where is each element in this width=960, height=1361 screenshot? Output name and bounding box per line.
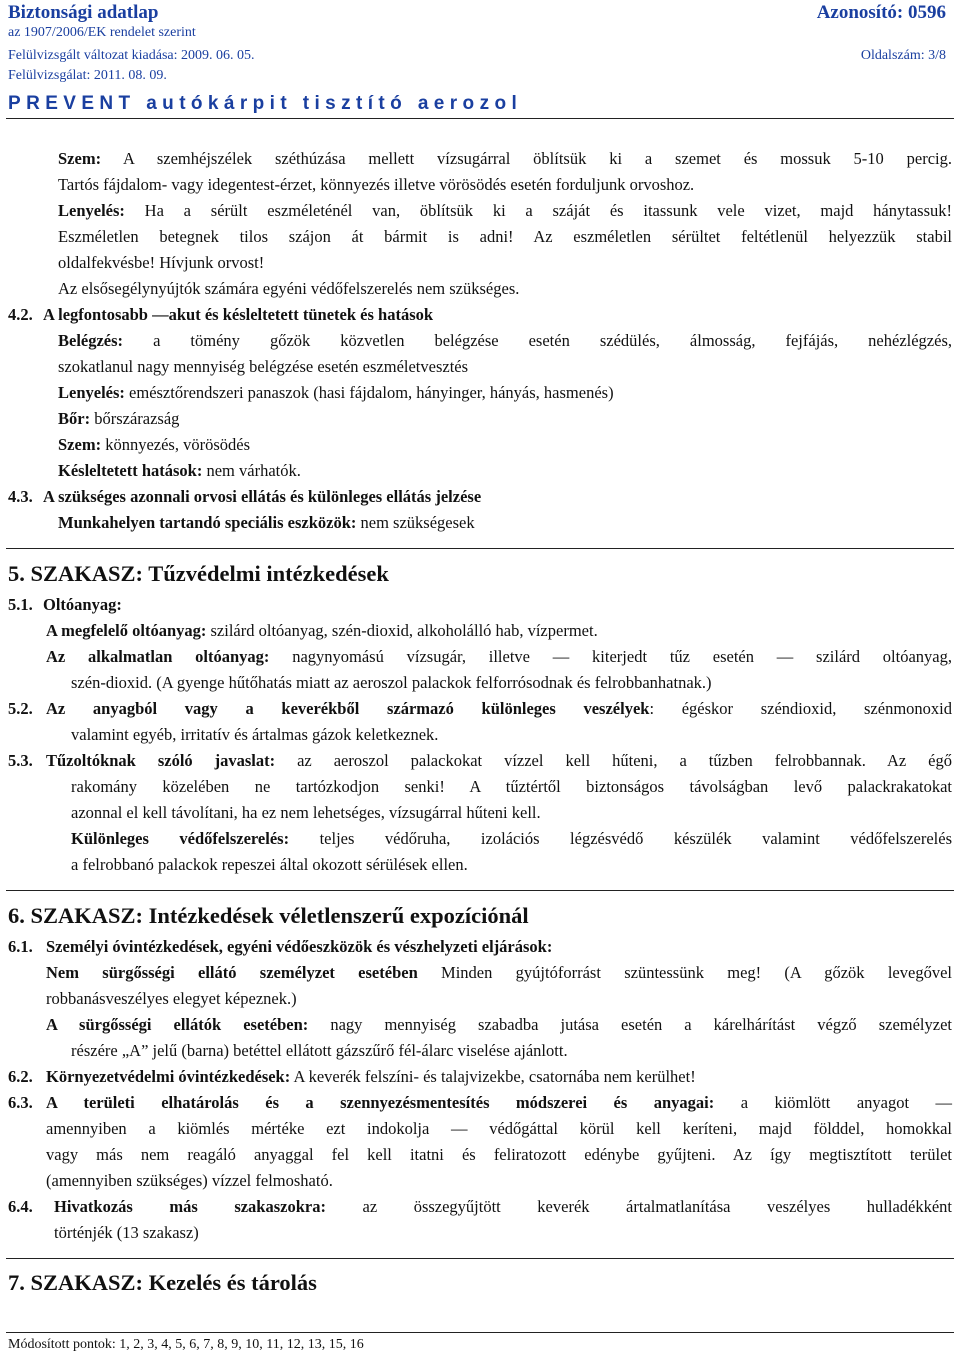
environmental-precautions-text: A keverék felszíni- és talajvizekbe, csatornába nem kerülhet!: [290, 1067, 696, 1086]
emergency-responders-label: A sürgősségi ellátók esetében:: [46, 1015, 309, 1034]
special-hazards-line-2: valamint egyéb, irritatív és ártalmas gázok keletkeznek.: [71, 725, 439, 744]
firefighter-advice-line-2: rakomány közelében ne tartózkodjon senki! A tűztértől biztonságos távolságban levő palackrakatokat: [71, 777, 952, 796]
ingestion-symptom-line: [58, 380, 614, 406]
eye-text: A szemhéjszélek széthúzása mellett vízsugárral öblítsük ki a szemet és mossuk 5-10 percig.: [101, 149, 952, 168]
eye-first-aid-line-2: Tartós fájdalom- vagy idegentest-érzet, könnyezés illetve vörösödés esetén forduljunk orvoshoz.: [58, 175, 695, 194]
section-5-1-number: 5.1.: [8, 595, 33, 614]
revision-issue: Felülvizsgált változat kiadása: 2009. 06. 05.: [8, 48, 255, 63]
protective-equipment-line-2: a felrobbanó palackok repeszei által okozott sérülések ellen.: [71, 855, 468, 874]
reference-text: az összegyűjtött keverék ártalmatlanítása veszélyes hulladékként: [325, 1197, 952, 1216]
section-divider: [6, 1258, 954, 1259]
section-6-1-number: 6.1.: [8, 937, 33, 956]
inhalation-text: a tömény gőzök közvetlen belégzése esetén szédülés, álmosság, fejfájás, nehézlégzés,: [123, 331, 952, 350]
reference-line-2: történjék (13 szakasz): [54, 1223, 199, 1242]
skin-symptom-line: [58, 406, 179, 432]
inhalation-label: Belégzés:: [58, 331, 124, 350]
section-divider: [6, 548, 954, 549]
section-6-4-number: 6.4.: [8, 1197, 33, 1216]
special-tools-label: Munkahelyen tartandó speciális eszközök:: [58, 513, 357, 532]
eye-symptom-line: [58, 432, 250, 458]
document-title: Biztonsági adatlap: [8, 2, 159, 23]
emergency-responders-text: nagy mennyiség szabadba jutása esetén a kárelhárítást végző személyzet: [308, 1015, 952, 1034]
non-emergency-label: Nem sürgősségi ellátó személyzet esetében: [46, 963, 418, 982]
non-emergency-line-2: robbanásveszélyes elegyet képeznek.): [46, 989, 297, 1008]
firefighter-advice-line: [46, 748, 952, 774]
ingestion-first-aid-line-3: oldalfekvésbe! Hívjunk orvost!: [58, 253, 265, 272]
section-5-title: 5. SZAKASZ: Tűzvédelmi intézkedések: [8, 561, 389, 586]
ingestion-first-aid-line: [58, 198, 952, 224]
footer-divider: [6, 1332, 954, 1333]
firefighter-advice-text: az aeroszol palackokat vízzel kell hűteni, a tűzben felrobbannak. Az égő: [275, 751, 952, 770]
non-emergency-text: Minden gyújtóforrást szüntessünk meg! (A gőzök levegővel: [417, 963, 952, 982]
non-emergency-line: [46, 960, 952, 986]
ingestion-text: Ha a sérült eszméleténél van, öblítsük ki a száját és itassunk vele vizet, majd hánytassuk!: [124, 201, 952, 220]
environmental-precautions-line: [46, 1064, 696, 1090]
firefighter-advice-line-3: azonnal el kell távolítani, ha ez nem lehetséges, vízsugárral hűteni kell.: [71, 803, 541, 822]
regulation-line: az 1907/2006/EK rendelet szerint: [8, 25, 196, 40]
ingestion-label: Lenyelés:: [58, 201, 125, 220]
section-4-3-number: 4.3.: [8, 487, 33, 506]
special-hazards-text: : égéskor széndioxid, szénmonoxid: [649, 699, 952, 718]
unsuitable-media-label: Az alkalmatlan oltóanyag:: [46, 647, 270, 666]
revision-date: Felülvizsgálat: 2011. 08. 09.: [8, 68, 167, 83]
reference-line: [54, 1194, 952, 1220]
suitable-media-label: A megfelelő oltóanyag:: [46, 621, 207, 640]
eye-label: Szem:: [58, 149, 102, 168]
special-hazards-line: [46, 696, 952, 722]
inhalation-line: [58, 328, 952, 354]
section-4-3-heading: A szükséges azonnali orvosi ellátás és különleges ellátás jelzése: [43, 487, 482, 506]
inhalation-line-2: szokatlanul nagy mennyiség belégzése esetén eszméletvesztés: [58, 357, 469, 376]
containment-line-4: (amennyiben szükséges) vízzel felmosható.: [46, 1171, 333, 1190]
modified-points-footer: Módosított pontok: 1, 2, 3, 4, 5, 6, 7, 8, 9, 10, 11, 12, 13, 15, 16: [8, 1337, 364, 1352]
protective-equipment-line: [71, 826, 952, 852]
unsuitable-media-line: [46, 644, 952, 670]
product-name: PREVENT autókárpit tisztító aerozol: [8, 93, 523, 114]
skin-text: bőrszárazság: [90, 409, 180, 428]
suitable-media-line: [46, 618, 598, 644]
eye-symptom-text: könnyezés, vörösödés: [101, 435, 251, 454]
environmental-precautions-heading: Környezetvédelmi óvintézkedések:: [46, 1067, 291, 1086]
special-tools-line: [58, 510, 475, 536]
section-4-2-heading: A legfontosabb —akut és késleltetett tünetek és hatások: [43, 305, 434, 324]
containment-line: [46, 1090, 952, 1116]
delayed-effects-label: Késleltetett hatások:: [58, 461, 203, 480]
eye-first-aid-line: [58, 146, 952, 172]
delayed-effects-text: nem várhatók.: [202, 461, 301, 480]
containment-line-2: amennyiben a kiömlés mértéke ezt indokolja — védőgáttal körül kell keríteni, majd földdel, homokkal: [46, 1119, 952, 1138]
section-5-1-heading: Oltóanyag:: [43, 595, 122, 614]
section-divider: [6, 890, 954, 891]
containment-text: a kiömlött anyagot —: [714, 1093, 952, 1112]
special-tools-text: nem szükségesek: [356, 513, 475, 532]
suitable-media-text: szilárd oltóanyag, szén-dioxid, alkoholálló hab, vízpermet.: [206, 621, 598, 640]
section-6-title: 6. SZAKASZ: Intézkedések véletlenszerű expozíciónál: [8, 903, 529, 928]
containment-heading: A területi elhatárolás és a szennyezésmentesítés módszerei és anyagai:: [46, 1093, 715, 1112]
section-4-2-number: 4.2.: [8, 305, 33, 324]
protective-equipment-label: Különleges védőfelszerelés:: [71, 829, 290, 848]
emergency-responders-line-2: részére „A” jelű (barna) betéttel ellátott gázszűrő fél-álarc viselése ajánlott.: [71, 1041, 568, 1060]
first-aid-ppe-note: Az elsősegélynyújtók számára egyéni védőfelszerelés nem szükséges.: [58, 279, 520, 298]
skin-label: Bőr:: [58, 409, 91, 428]
unsuitable-media-text: nagynyomású vízsugár, illetve — kiterjedt tűz esetén — szilárd oltóanyag,: [269, 647, 952, 666]
page-number: Oldalszám: 3/8: [860, 48, 946, 63]
ingestion-symptom-text: emésztőrendszeri panaszok (hasi fájdalom, hányinger, hányás, hasmenés): [124, 383, 614, 402]
section-6-1-heading: Személyi óvintézkedések, egyéni védőeszközök és vészhelyzeti eljárások:: [46, 937, 553, 956]
containment-line-3: vagy más nem reagáló anyaggal fel kell itatni és feliratozott edénybe gyűjteni. Az így megtisztított terület: [46, 1145, 952, 1164]
eye-symptom-label: Szem:: [58, 435, 102, 454]
section-6-3-number: 6.3.: [8, 1093, 33, 1112]
unsuitable-media-line-2: szén-dioxid. (A gyenge hűtőhatás miatt az aeroszol palackok felforrósodnak és felrobbanhatnak.): [71, 673, 712, 692]
protective-equipment-text: teljes védőruha, izolációs légzésvédő készülék valamint védőfelszerelés: [289, 829, 952, 848]
reference-heading: Hivatkozás más szakaszokra:: [54, 1197, 326, 1216]
header-divider: [6, 118, 954, 119]
document-identifier: Azonosító: 0596: [816, 2, 946, 23]
section-7-title: 7. SZAKASZ: Kezelés és tárolás: [8, 1270, 317, 1295]
firefighter-advice-heading: Tűzoltóknak szóló javaslat:: [46, 751, 276, 770]
ingestion-symptom-label: Lenyelés:: [58, 383, 125, 402]
special-hazards-heading: Az anyagból vagy a keverékből származó különleges veszélyek: [46, 699, 650, 718]
section-6-2-number: 6.2.: [8, 1067, 33, 1086]
delayed-effects-line: [58, 458, 301, 484]
section-5-3-number: 5.3.: [8, 751, 33, 770]
section-5-2-number: 5.2.: [8, 699, 33, 718]
emergency-responders-line: [46, 1012, 952, 1038]
ingestion-first-aid-line-2: Eszméletlen betegnek tilos szájon át bármit is adni! Az eszméletlen sérültet feltétlenül helyezzük stabil: [58, 227, 952, 246]
